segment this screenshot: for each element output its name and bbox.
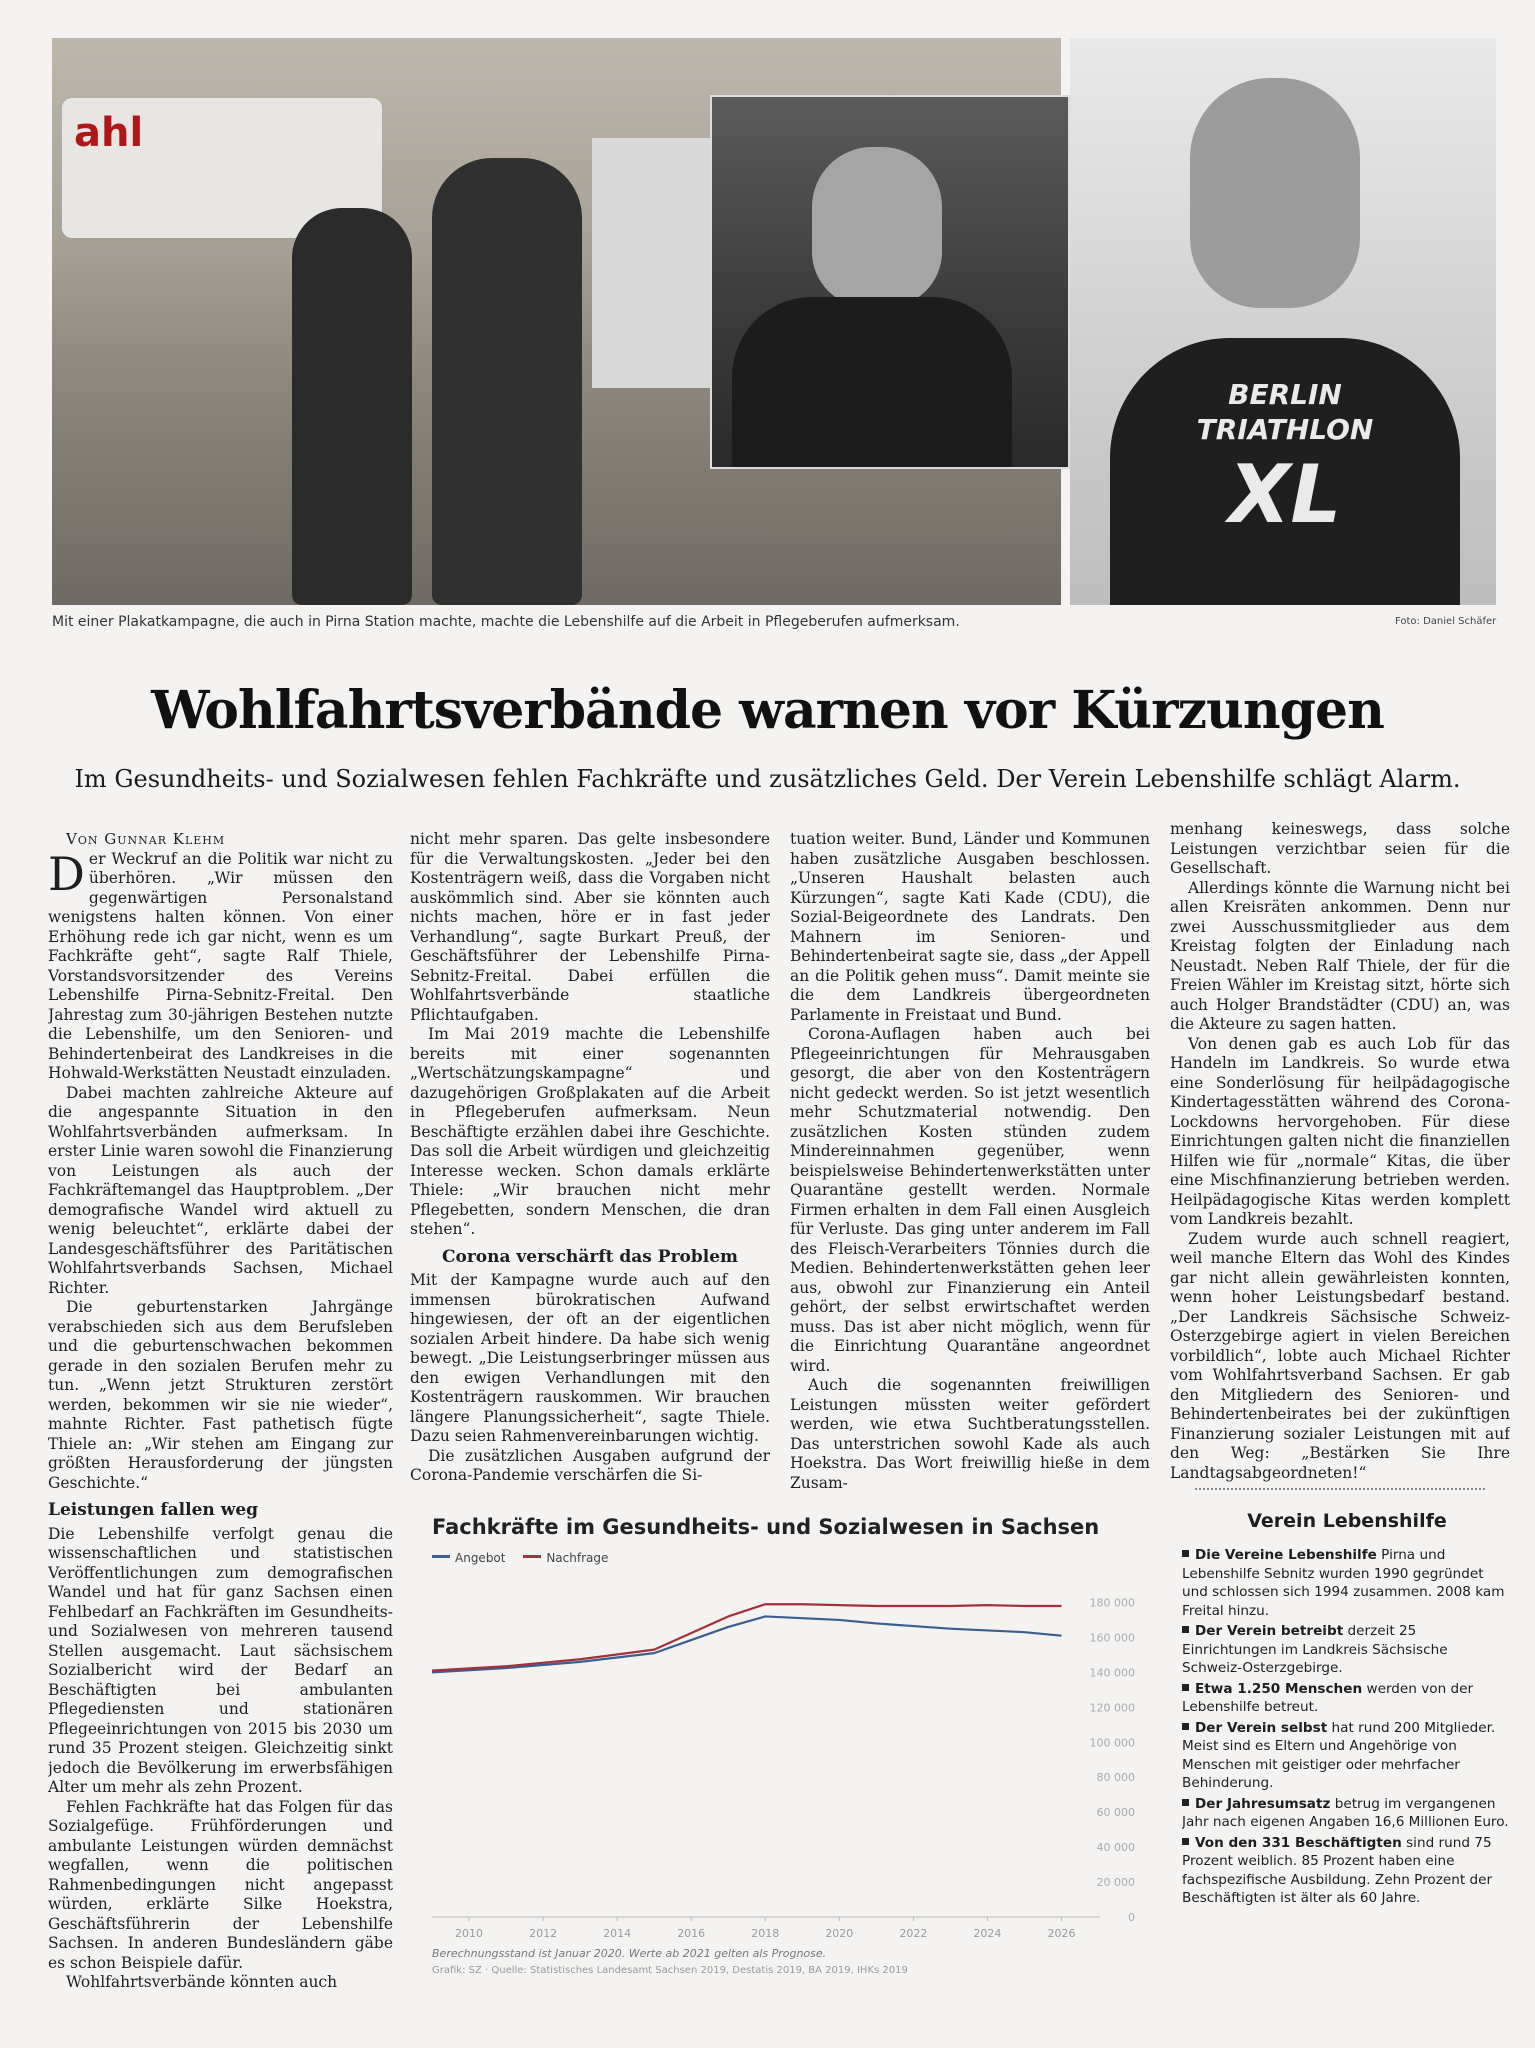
x-tick-label: 2024 [973,1927,1002,1940]
info-box [1182,1510,1512,2030]
y-tick-label: 20 000 [1096,1876,1135,1890]
portrait-shirt [1110,338,1460,605]
x-tick-label: 2016 [677,1927,706,1940]
person-man-with-stroller [432,158,582,605]
legend-label: Nachfrage [546,1551,609,1565]
info-item [1182,1622,1512,1678]
square-bullet-icon [1182,1723,1189,1730]
info-item-text: Pirna und Lebenshilfe Sebnitz wurden 1990 gegründet und schlossen sich 1994 zusammen. 2008 kam Freital hinzu. [1182,1547,1505,1619]
info-item-text: derzeit 25 Einrichtungen im Landkreis Sächsische Schweiz-Osterzgebirge. [1182,1623,1448,1676]
chart-title: Fachkräfte im Gesundheits- und Sozialwesen in Sachsen [432,1515,1100,1539]
article-paragraph: Allerdings könnte die Warnung nicht bei allen Kreisräten ankommen. Denn nur zwei Ausschussmitglieder aus dem Kreistag folgten der Einladung nach Neustadt. Neben Ralf Thiele, der für die Freien Wähler im Kreistag sitzt, hörte sich auch Holger Brandstädter (CDU) an, was die Akteure zu sagen hatten. [1170,878,1510,1033]
article-column-3 [790,830,1150,1495]
info-item-lead: Der Verein selbst [1195,1719,1328,1736]
info-item [1182,1680,1512,1717]
square-bullet-icon [1182,1626,1189,1633]
article-paragraph [48,846,393,1084]
van-lettering: ahl [74,110,144,156]
series-line-nachfrage [432,1604,1061,1670]
portrait-head [812,147,942,307]
legend-label: Angebot [455,1551,506,1565]
drop-cap: D [48,846,85,901]
article-paragraph: Dabei machten zahlreiche Akteure auf die angespannte Situation in den Wohlfahrtsverbänden aufmerksam. In erster Linie waren sowohl die Finanzierung von Leistungen als auch der Fachkräftemangel das Hauptproblem. „Der demografische Wandel wird aktuell zu wenig beleuchtet“, erklärte dabei der Landesgeschäftsführer des Paritätischen Wohlfahrtsverbands Sachsen, Michael Richter. [48,1083,393,1297]
x-tick-label: 2010 [455,1927,484,1940]
info-item-text: sind rund 75 Prozent weiblich. 85 Prozent haben eine fachspezifische Ausbildung. Zehn Prozent der Beschäftigten ist älter als 60 Jahre. [1182,1834,1493,1906]
chart-source: Grafik: SZ · Quelle: Statistisches Landesamt Sachsen 2019, Destatis 2019, BA 2019, IHKs 2019 [432,1965,908,1976]
article-paragraph: Zudem wurde auch schnell reagiert, weil manche Eltern das Wohl des Kindes gar nicht allein gewährleisten konnten, wenn hoher Leistungsbedarf bestand. „Der Landkreis Sächsische Schweiz-Osterzgebirge agiert in vielen Bereichen vorbildlich“, lobte auch Michael Richter vom Wohlfahrtsverband Sachsen. Er gab den Mitgliedern des Senioren- und Behindertenbeirates bei der zukünftigen Finanzierung sozialer Leistungen mit auf den Weg: „Bestärken Sie Ihre Landtagsabgeordneten!“ [1170,1229,1510,1482]
x-tick-label: 2018 [751,1927,780,1940]
info-item-lead: Der Verein betreibt [1195,1623,1344,1639]
square-bullet-icon [1182,1799,1189,1806]
article-paragraph: Von denen gab es auch Lob für das Handeln im Landkreis. So wurde etwa eine Sonderlösung für heilpädagogische Kindertagesstätten während des Corona-Lockdowns hervorgehoben. Für diese Einrichtungen galten nicht die finanziellen Hilfen wie für „normale“ Kitas, die über eine Mischfinanzierung betrieben werden. Heilpädagogische Kitas werden komplett vom Landkreis bezahlt. [1170,1034,1510,1228]
section-heading: Leistungen fallen weg [48,1500,259,1520]
article-paragraph: Fehlen Fachkräfte hat das Folgen für das Sozialgefüge. Frühförderungen und ambulante Leistungen würden demnächst wegfallen, wenn die politischen Rahmenbedingungen nicht angepasst würden, erklärte Silke Hoekstra, Geschäftsführerin der Lebenshilfe Sachsen. In anderen Bundesländern gäbe es schon Beispiele dafür. [48,1797,393,1972]
info-item-lead: Die Vereine Lebenshilfe [1195,1547,1377,1563]
photo-credit: Foto: Daniel Schäfer [1395,616,1497,627]
article-paragraph: Die Lebenshilfe verfolgt genau die wissenschaftlichen und statistischen Veröffentlichungen zum demografischen Wandel und hat für ganz Sachsen einen Fehlbedarf an Fachkräften im Gesundheits- und Sozialwesen von mehreren tausend Stellen ausgemacht. Laut sächsischem Sozialbericht wird der Bedarf an Beschäftigten bei ambulanten Pflegediensten und stationären Pflegeeinrichtungen von 2015 bis 2030 um rund 35 Prozent steigen. Gleichzeitig sinkt jedoch die Bevölkerung im erwerbsfähigen Alter um mehr als zehn Prozent. [48,1524,393,1796]
article-paragraph: nicht mehr sparen. Das gelte insbesondere für die Verwaltungskosten. „Jeder bei den Kostenträgern weiß, dass die Vorgaben nicht auskömmlich sind. Aber sie könnten auch nichts machen, höre er in fast jeder Verhandlung“, sagte Burkart Preuß, der Geschäftsführer der Lebenshilfe Pirna-Sebnitz-Freital. Dabei erfüllen die Wohlfahrtsverbände staatliche Pflichtaufgaben. [410,830,770,1024]
article-paragraph: Wohlfahrtsverbände könnten auch [66,1973,338,1991]
y-tick-label: 120 000 [1089,1701,1135,1715]
info-item [1182,1546,1512,1620]
sidebar-divider [1195,1488,1485,1490]
x-tick-label: 2014 [603,1927,632,1940]
paragraph-text: er Weckruf an die Politik war nicht zu überhören. „Wir müssen den gegenwärtigen Personalstand wenigstens halten können. Von einer Erhöhung rede ich gar nicht, wenn es um Fachkräfte geht“, sagte Ralf Thiele, Vorstandsvorsitzender des Vereins Lebenshilfe Pirna-Sebnitz-Freital. Den Jahrestag zum 30-jährigen Bestehen nutzte die Lebenshilfe, um den Senioren- und Behindertenbeirat des Landkreises in die Hohwald-Werkstätten Neustadt einzuladen. [48,849,393,1082]
info-item-lead: Von den 331 Beschäftigten [1195,1834,1402,1851]
info-item [1182,1795,1512,1832]
info-item-lead: Der Jahresumsatz [1195,1795,1331,1812]
info-item-text: hat rund 200 Mitglieder. Meist sind es Eltern und Angehörige von Menschen mit geistiger oder mehrfacher Behinderung. [1182,1719,1496,1791]
headline: Wohlfahrtsverbände warnen vor Kürzungen [151,680,1384,741]
article-paragraph: Im Mai 2019 machte die Lebenshilfe bereits mit einer sogenannten „Wertschätzungskampagne“ und dazugehörigen Großplakaten auf die Arbeit in Pflegeberufen aufmerksam. Neun Beschäftigte erzählen dabei ihre Geschichte. Das soll die Arbeit würdigen und gleichzeitig Interesse wecken. Schon damals erklärte Thiele: „Wir brauchen nicht mehr Pflegebetten, sondern Menschen, die dran stehen“. [410,1025,770,1238]
y-tick-label: 180 000 [1089,1596,1135,1610]
x-tick-label: 2020 [825,1927,854,1940]
article-column-4 [1170,820,1510,1500]
portrait-head [1190,78,1360,308]
info-item [1182,1719,1512,1793]
poster-portrait-man-large [1070,38,1496,605]
y-tick-label: 0 [1128,1911,1135,1924]
article-column-1 [48,830,393,2045]
y-tick-label: 140 000 [1089,1666,1135,1680]
square-bullet-icon [1182,1684,1189,1691]
info-item-text: werden von der Lebenshilfe betreut. [1182,1680,1474,1715]
chart [420,1505,1160,2035]
x-tick-label: 2026 [1047,1927,1076,1940]
info-box-title: Verein Lebenshilfe [1247,1510,1447,1532]
section-heading: Corona verschärft das Problem [441,1246,739,1267]
y-tick-label: 60 000 [1096,1806,1135,1820]
x-tick-label: 2012 [529,1927,558,1940]
article-paragraph: Die zusätzlichen Ausgaben aufgrund der Corona-Pandemie verschärfen die Si- [410,1446,770,1484]
person-woman-walking [292,208,412,605]
shirt-text-line2: TRIATHLON [1196,413,1374,446]
info-item-text: betrug im vergangenen Jahr nach eigenen Angaben 16,6 Millionen Euro. [1182,1795,1509,1830]
article-paragraph: Die geburtenstarken Jahrgänge verabschieden sich aus dem Berufsleben und die geburtenschwachen bekommen gerade in den sozialen Berufen mehr zu tun. „Wenn jetzt Strukturen zerstört werden, bekommen wir sie nie wieder“, mahnte Richter. Fast pathetisch fügte Thiele an: „Wir stehen am Eingang zur größten Herausforderung der jüngsten Geschichte.“ [48,1298,393,1492]
info-item-lead: Etwa 1.250 Menschen [1195,1680,1363,1697]
y-tick-label: 80 000 [1096,1771,1135,1785]
shirt-text-line3: XL [1228,448,1342,541]
portrait-body [732,297,1012,467]
article-paragraph: Mit der Kampagne wurde auch auf den immensen bürokratischen Aufwand hingewiesen, der oft an der eigentlichen sozialen Arbeit hindere. Da habe sich wenig bewegt. „Die Leistungserbringer müssen aus den ewigen Verhandlungen mit den Kostenträgern rauskommen. Wir brauchen längere Planungssicherheit“, sagte Thiele. Dazu seien Rahmenvereinbarungen wichtig. [410,1271,770,1445]
poster-portrait-woman [710,95,1070,469]
article-paragraph: Corona-Auflagen haben auch bei Pflegeeinrichtungen für Mehrausgaben gesorgt, die aber von den Kostenträgern nicht gedeckt werden. So ist jetzt wesentlich mehr Schutzmaterial notwendig. Den zusätzlichen Kosten stünden zudem Mindereinnahmen gegenüber, wenn beispielsweise Behindertenwerkstätten unter Quarantäne gestellt werden. Normale Firmen erhalten in dem Fall einen Ausgleich für Verluste. Das ging unter anderem im Fall des Fleisch-Verarbeiters Tönnies durch die Medien. Behindertenwerkstätten gehen leer aus, obwohl zur Finanzierung ein Anteil gehört, der selbst erwirtschaftet werden muss. Das ist aber nicht möglich, wenn für die Einrichtung Quarantäne angeordnet wird. [790,1025,1150,1375]
y-tick-label: 160 000 [1089,1631,1135,1645]
square-bullet-icon [1182,1550,1189,1557]
article-paragraph: Auch die sogenannten freiwilligen Leistungen müssten weiter gefördert werden, wie etwa Suchtberatungsstellen. Das unterstrichen sowohl Kade als auch Hoekstra. Das Wort freiwillig hieße in dem Zusam- [790,1376,1150,1492]
article-paragraph: tuation weiter. Bund, Länder und Kommunen haben zusätzliche Ausgaben beschlossen. „Unseren Haushalt belasten auch Kürzungen“, sagte Kati Kade (CDU), die Sozial-Beigeordnete des Landrats. Den Mahnern im Senioren- und Behindertenbeirat sagte sie, dass „der Appell an die Politik gehen muss“. Damit meinte sie die dem Landkreis übergeordneten Parlamente in Freistaat und Bund. [790,830,1150,1024]
chart-plot [420,1505,1160,1945]
shirt-text-line1: BERLIN [1228,378,1342,411]
author-byline: Von Gunnar Klehm [66,830,226,848]
x-tick-label: 2022 [899,1927,928,1940]
subheadline: Im Gesundheits- und Sozialwesen fehlen Fachkräfte und zusätzliches Geld. Der Verein Lebenshilfe schlägt Alarm. [74,765,1461,793]
article-paragraph: menhang keineswegs, dass solche Leistungen verzichtbar seien für die Gesellschaft. [1170,820,1510,877]
square-bullet-icon [1182,1838,1189,1845]
y-tick-label: 100 000 [1089,1736,1135,1750]
info-item [1182,1834,1512,1908]
chart-note: Berechnungsstand ist Januar 2020. Werte ab 2021 gelten als Prognose. [432,1947,827,1960]
y-tick-label: 40 000 [1096,1841,1135,1855]
article-column-2 [410,830,770,1495]
photo-caption: Mit einer Plakatkampagne, die auch in Pirna Station machte, machte die Lebenshilfe auf die Arbeit in Pflegeberufen aufmerksam. [52,614,960,630]
